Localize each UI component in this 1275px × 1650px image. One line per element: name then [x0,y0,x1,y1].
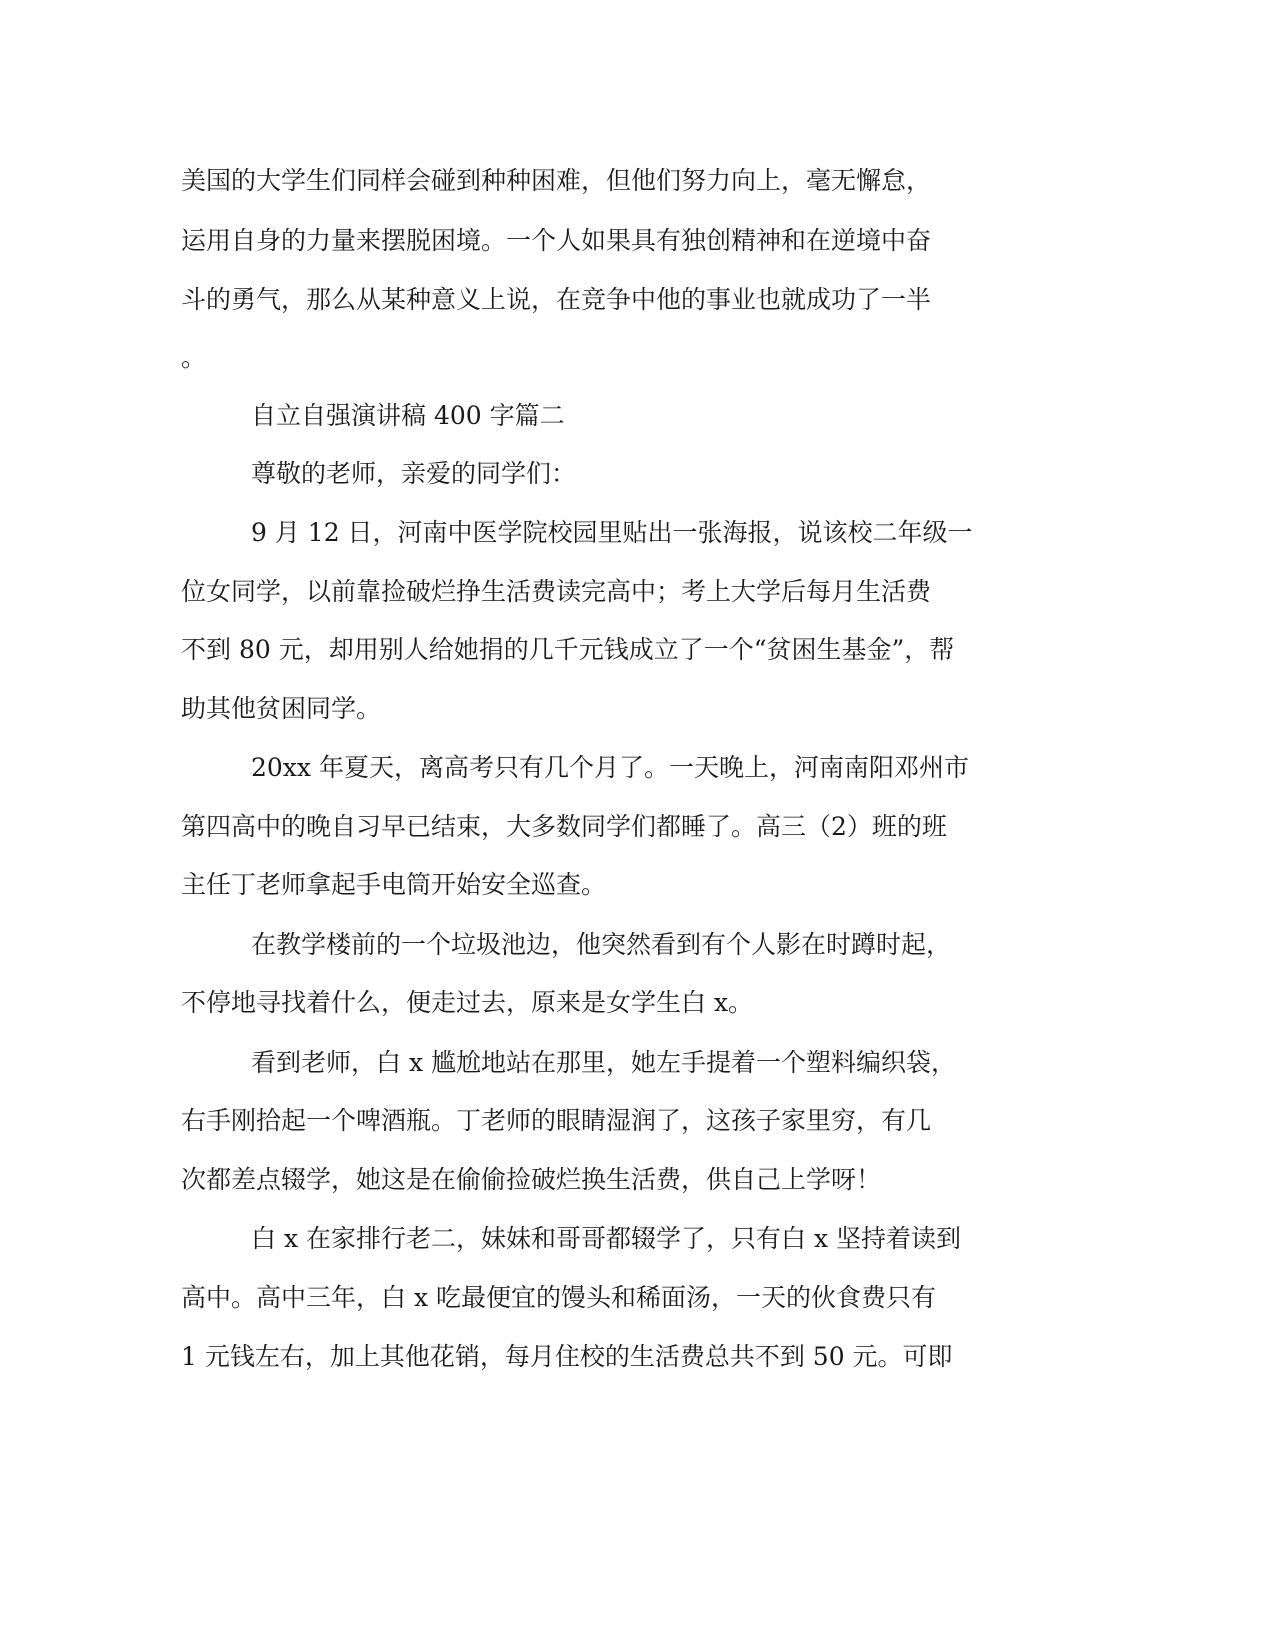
text-line: 右手刚拾起一个啤酒瓶。丁老师的眼睛湿润了，这孩子家里穷，有几 [181,1106,932,1135]
text-line: 白 x 在家排行老二，妹妹和哥哥都辍学了，只有白 x 坚持着读到 [251,1224,961,1253]
text-line: 运用自身的力量来摆脱困境。一个人如果具有独创精神和在逆境中奋 [181,226,932,255]
text-line: 助其他贫困同学。 [181,694,382,723]
text-line: 。 [181,343,207,372]
text-line: 不到 80 元，却用别人给她捐的几千元钱成立了一个“贫困生基金”，帮 [181,635,955,664]
text-line: 第四高中的晚自习早已结束，大多数同学们都睡了。高三（2）班的班 [181,812,947,841]
text-line: 次都差点辍学，她这是在偷偷捡破烂换生活费，供自己上学呀！ [181,1165,882,1194]
text-line: 9 月 12 日，河南中医学院校园里贴出一张海报，说该校二年级一 [251,518,973,547]
text-line: 斗的勇气，那么从某种意义上说，在竞争中他的事业也就成功了一半 [181,285,932,314]
text-line: 在教学楼前的一个垃圾池边，他突然看到有个人影在时蹲时起， [251,930,952,959]
text-line: 看到老师，白 x 尴尬地站在那里，她左手提着一个塑料编织袋， [251,1048,956,1077]
text-line: 位女同学，以前靠捡破烂挣生活费读完高中；考上大学后每月生活费 [181,577,932,606]
text-line: 1 元钱左右，加上其他花销，每月住校的生活费总共不到 50 元。可即 [181,1342,953,1371]
salutation: 尊敬的老师，亲爱的同学们： [251,459,577,488]
section-heading: 自立自强演讲稿 400 字篇二 [251,401,565,430]
text-line: 高中。高中三年，白 x 吃最便宜的馒头和稀面汤，一天的伙食费只有 [181,1283,936,1312]
text-line: 20xx 年夏天，离高考只有几个月了。一天晚上，河南南阳邓州市 [251,753,969,782]
text-line: 美国的大学生们同样会碰到种种困难，但他们努力向上，毫无懈怠， [181,166,932,195]
text-line: 不停地寻找着什么，便走过去，原来是女学生白 x。 [181,988,754,1017]
text-line: 主任丁老师拿起手电筒开始安全巡查。 [181,870,607,899]
